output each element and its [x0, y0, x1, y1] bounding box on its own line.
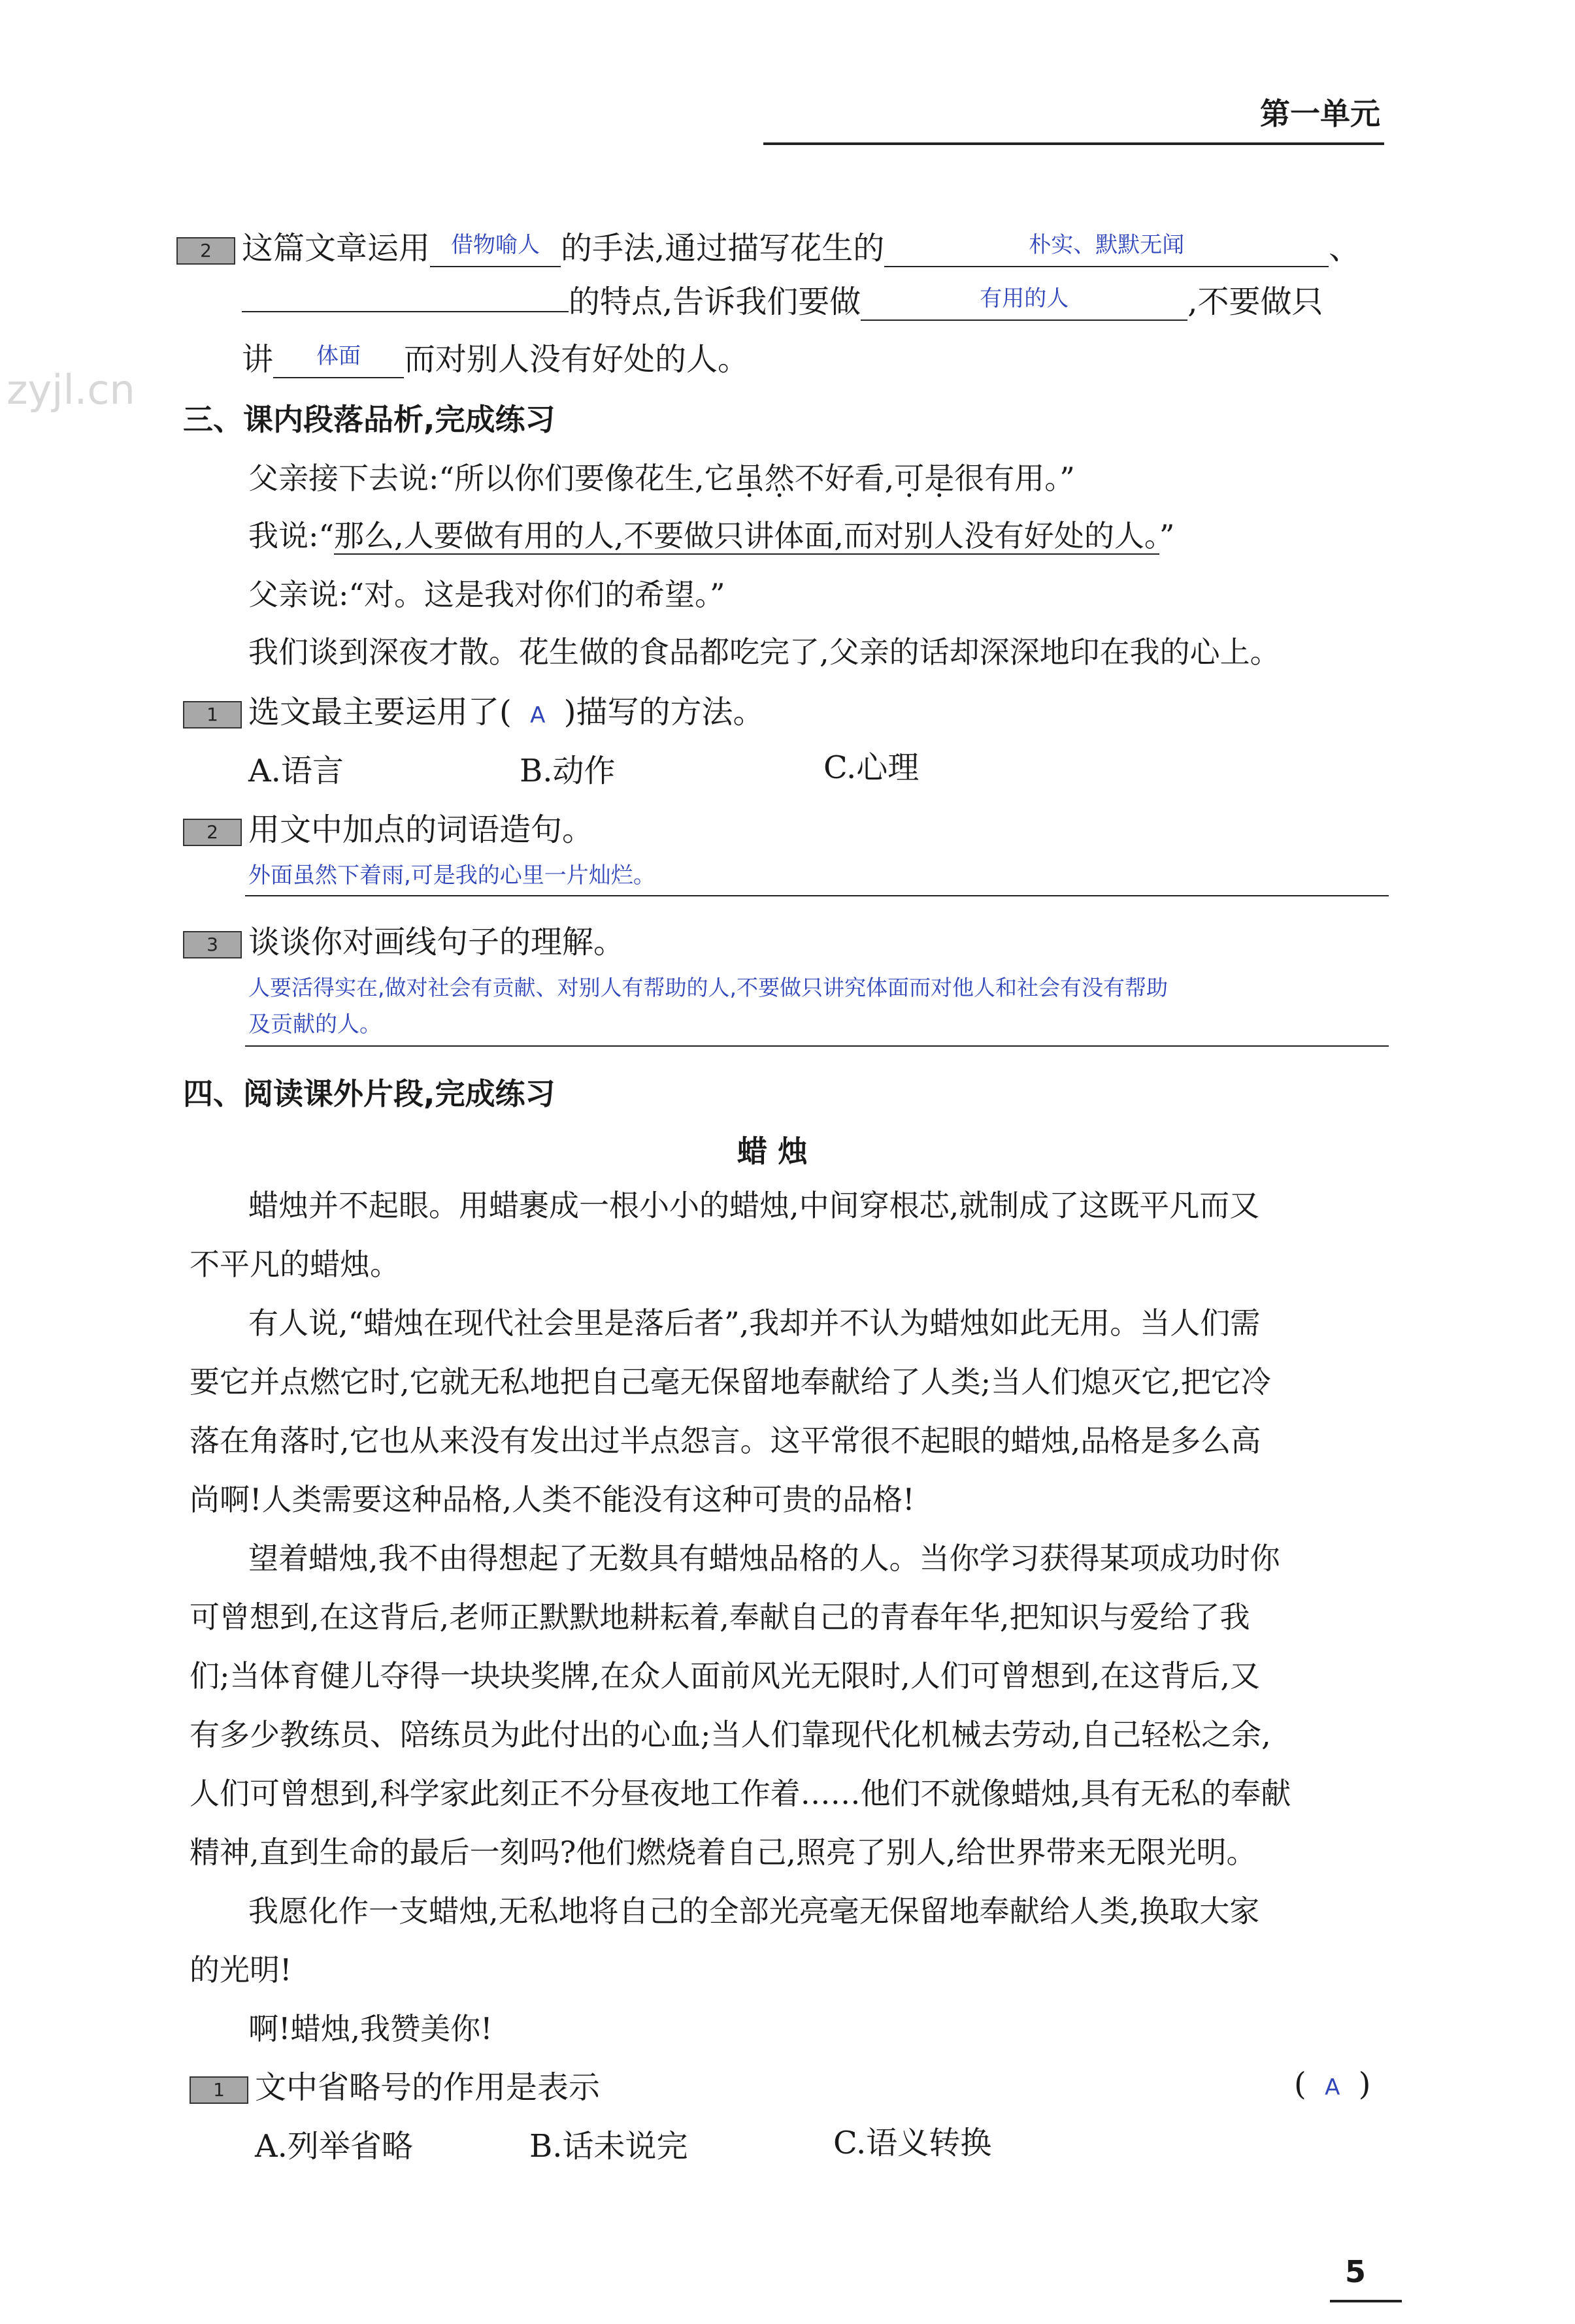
article-line: 蜡烛并不起眼。用蜡裹成一根小小的蜡烛,中间穿根芯,就制成了这既平凡而又	[248, 1188, 1260, 1223]
page-number: 5	[1345, 2254, 1367, 2289]
article-line: 人们可曾想到,科学家此刻正不分昼夜地工作着……他们不就像蜡烛,具有无私的奉献	[190, 1776, 1291, 1811]
q2-line1: 2 这篇文章运用 $^{借物喻人}$ 的手法,通过描写花生的 $^{朴实、默默无闻}$ 、	[176, 229, 1360, 268]
passage-line: 我说:“那么,人要做有用的人,不要做只讲体面,而对别人没有好处的人。”	[248, 518, 1175, 553]
question-badge: 1	[190, 2076, 248, 2104]
article-line: 尚啊!人类需要这种品格,人类不能没有这种可贵的品格!	[190, 1482, 915, 1517]
section3-title: 三、课内段落品析,完成练习	[183, 402, 555, 437]
underlined-sentence: 那么,人要做有用的人,不要做只讲体面,而对别人没有好处的人。	[334, 518, 1159, 553]
option-b: B.动作	[520, 753, 616, 789]
answer-blank[interactable]: 有用的人	[861, 287, 1187, 321]
answer-text: 人要活得实在,做对社会有贡献、对别人有帮助的人,不要做只讲究体面而对他人和社会有没有帮助	[248, 975, 1168, 1000]
article-line: 落在角落时,它也从来没有发出过半点怨言。这平常很不起眼的蜡烛,品格是多么高	[190, 1423, 1261, 1458]
passage-line: 父亲接下去说:“所以你们要像花生,它虽然不好看,可是很有用。”	[248, 461, 1075, 496]
s3-q1: 1 选文最主要运用了( A )描写的方法。	[183, 693, 764, 735]
answer-rule	[245, 1045, 1389, 1047]
q2-line2: 的特点,告诉我们要做 $^{有用的人}$ ,不要做只	[242, 282, 1323, 321]
header-rule	[763, 142, 1384, 145]
answer-text: A	[530, 702, 546, 728]
s3-q3: 3 谈谈你对画线句子的理解。	[183, 923, 625, 962]
watermark: zyjl.cn	[7, 366, 135, 414]
answer-blank[interactable]	[242, 311, 569, 312]
passage-line: 我们谈到深夜才散。花生做的食品都吃完了,父亲的话却深深地印在我的心上。	[248, 634, 1280, 670]
option-a: A.语言	[248, 753, 344, 789]
answer-blank[interactable]: 朴实、默默无闻	[884, 234, 1329, 267]
answer-text: 外面虽然下着雨,可是我的心里一片灿烂。	[248, 862, 655, 889]
answer-blank[interactable]: 借物喻人	[430, 234, 561, 267]
question-badge: 2	[176, 237, 235, 265]
question-badge: 1	[183, 701, 242, 728]
answer-text: 及贡献的人。	[248, 1011, 382, 1038]
article-line: 我愿化作一支蜡烛,无私地将自己的全部光亮毫无保留地奉献给人类,换取大家	[248, 1893, 1260, 1929]
option-b: B.话未说完	[529, 2128, 688, 2165]
question-badge: 3	[183, 931, 242, 958]
article-line: 的光明!	[190, 1952, 292, 1988]
article-line: 啊!蜡烛,我赞美你!	[248, 2011, 493, 2046]
q2-line3: 讲 $^{体面}$ 而对别人没有好处的人。	[242, 341, 750, 378]
option-a: A.列举省略	[255, 2128, 413, 2165]
article-line: 不平凡的蜡烛。	[190, 1247, 400, 1282]
answer-rule	[245, 895, 1389, 896]
passage-line: 父亲说:“对。这是我对你们的希望。”	[248, 577, 725, 612]
s3-q2: 2 用文中加点的词语造句。	[183, 810, 593, 849]
article-line: 有多少教练员、陪练员为此付出的心血;当人们靠现代化机械去劳动,自己轻松之余,	[190, 1717, 1271, 1752]
question-badge: 2	[183, 819, 242, 846]
answer-text: A	[1325, 2074, 1340, 2101]
article-line: 们;当体育健儿夺得一块块奖牌,在众人面前风光无限时,人们可曾想到,在这背后,又	[190, 1658, 1260, 1694]
article-title: 蜡 烛	[737, 1134, 808, 1169]
section4-title: 四、阅读课外片段,完成练习	[183, 1076, 555, 1111]
article-line: 有人说,“蜡烛在现代社会里是落后者”,我却并不认为蜡烛如此无用。当人们需	[248, 1305, 1261, 1341]
option-c: C.语义转换	[833, 2125, 992, 2161]
s4-q1: 1 文中省略号的作用是表示	[190, 2068, 600, 2107]
article-line: 可曾想到,在这背后,老师正默默地耕耘着,奉献自己的青春年华,把知识与爱给了我	[190, 1599, 1250, 1635]
unit-title: 第一单元	[1260, 96, 1380, 131]
article-line: 精神,直到生命的最后一刻吗?他们燃烧着自己,照亮了别人,给世界带来无限光明。	[190, 1835, 1257, 1870]
answer-blank[interactable]: 体面	[273, 345, 404, 378]
option-c: C.心理	[823, 749, 920, 786]
article-line: 望着蜡烛,我不由得想起了无数具有蜡烛品格的人。当你学习获得某项成功时你	[248, 1541, 1280, 1576]
page-number-rule	[1330, 2300, 1402, 2302]
answer-paren: ( A )	[1294, 2065, 1370, 2107]
article-line: 要它并点燃它时,它就无私地把自己毫无保留地奉献给了人类;当人们熄灭它,把它冷	[190, 1364, 1271, 1399]
